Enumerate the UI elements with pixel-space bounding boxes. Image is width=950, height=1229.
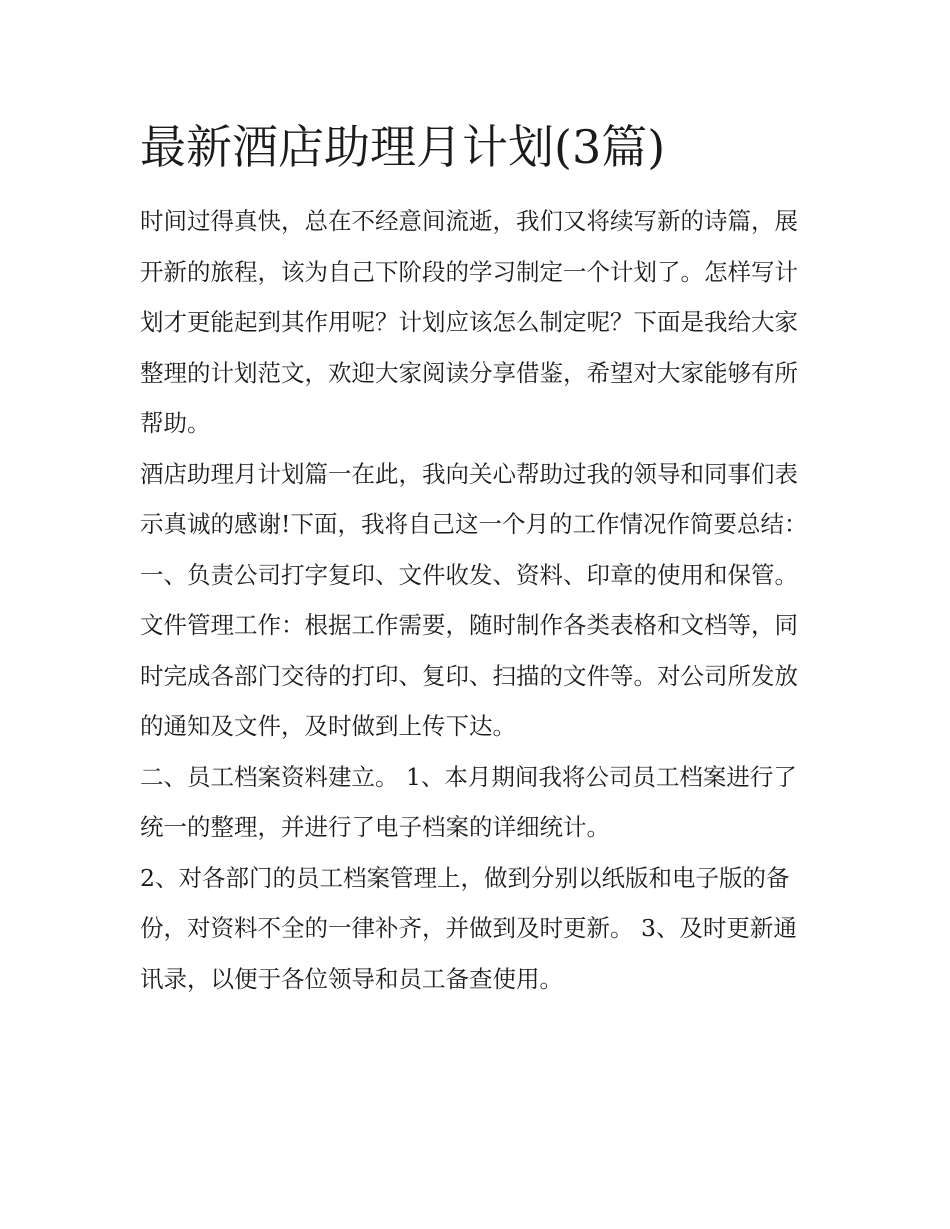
paragraph-item-one: 一、负责公司打字复印、文件收发、资料、印章的使用和保管。 <box>140 560 798 589</box>
paragraph-archive-backup: 2、对各部门的员工档案管理上，做到分别以纸版和电子版的备份，对资料不全的一律补齐，并做到及时更新。 3、及时更新通讯录，以便于各位领导和员工备查使用。 <box>140 863 797 993</box>
document-body <box>140 112 820 1004</box>
paragraph-file-management: 文件管理工作：根据工作需要，随时制作各类表格和文档等，同时完成各部门交待的打印、复印、扫描的文件等。对公司所发放的通知及文件，及时做到上传下达。 <box>140 611 798 740</box>
document-title: 最新酒店助理月计划(3篇) <box>140 120 666 174</box>
paragraph-part-one: 酒店助理月计划篇一在此，我向关心帮助过我的领导和同事们表示真诚的感谢!下面，我将自己这一个月的工作情况作简要总结： <box>140 459 808 538</box>
paragraph-intro: 时间过得真快，总在不经意间流逝，我们又将续写新的诗篇，展开新的旅程，该为自己下阶段的学习制定一个计划了。怎样写计划才更能起到其作用呢？计划应该怎么制定呢？下面是我给大家整理的计划范文，欢迎大家阅读分享借鉴，希望对大家能够有所帮助。 <box>140 207 798 437</box>
paragraph-item-two: 二、员工档案资料建立。 1、本月期间我将公司员工档案进行了统一的整理，并进行了电子档案的详细统计。 <box>140 762 797 841</box>
